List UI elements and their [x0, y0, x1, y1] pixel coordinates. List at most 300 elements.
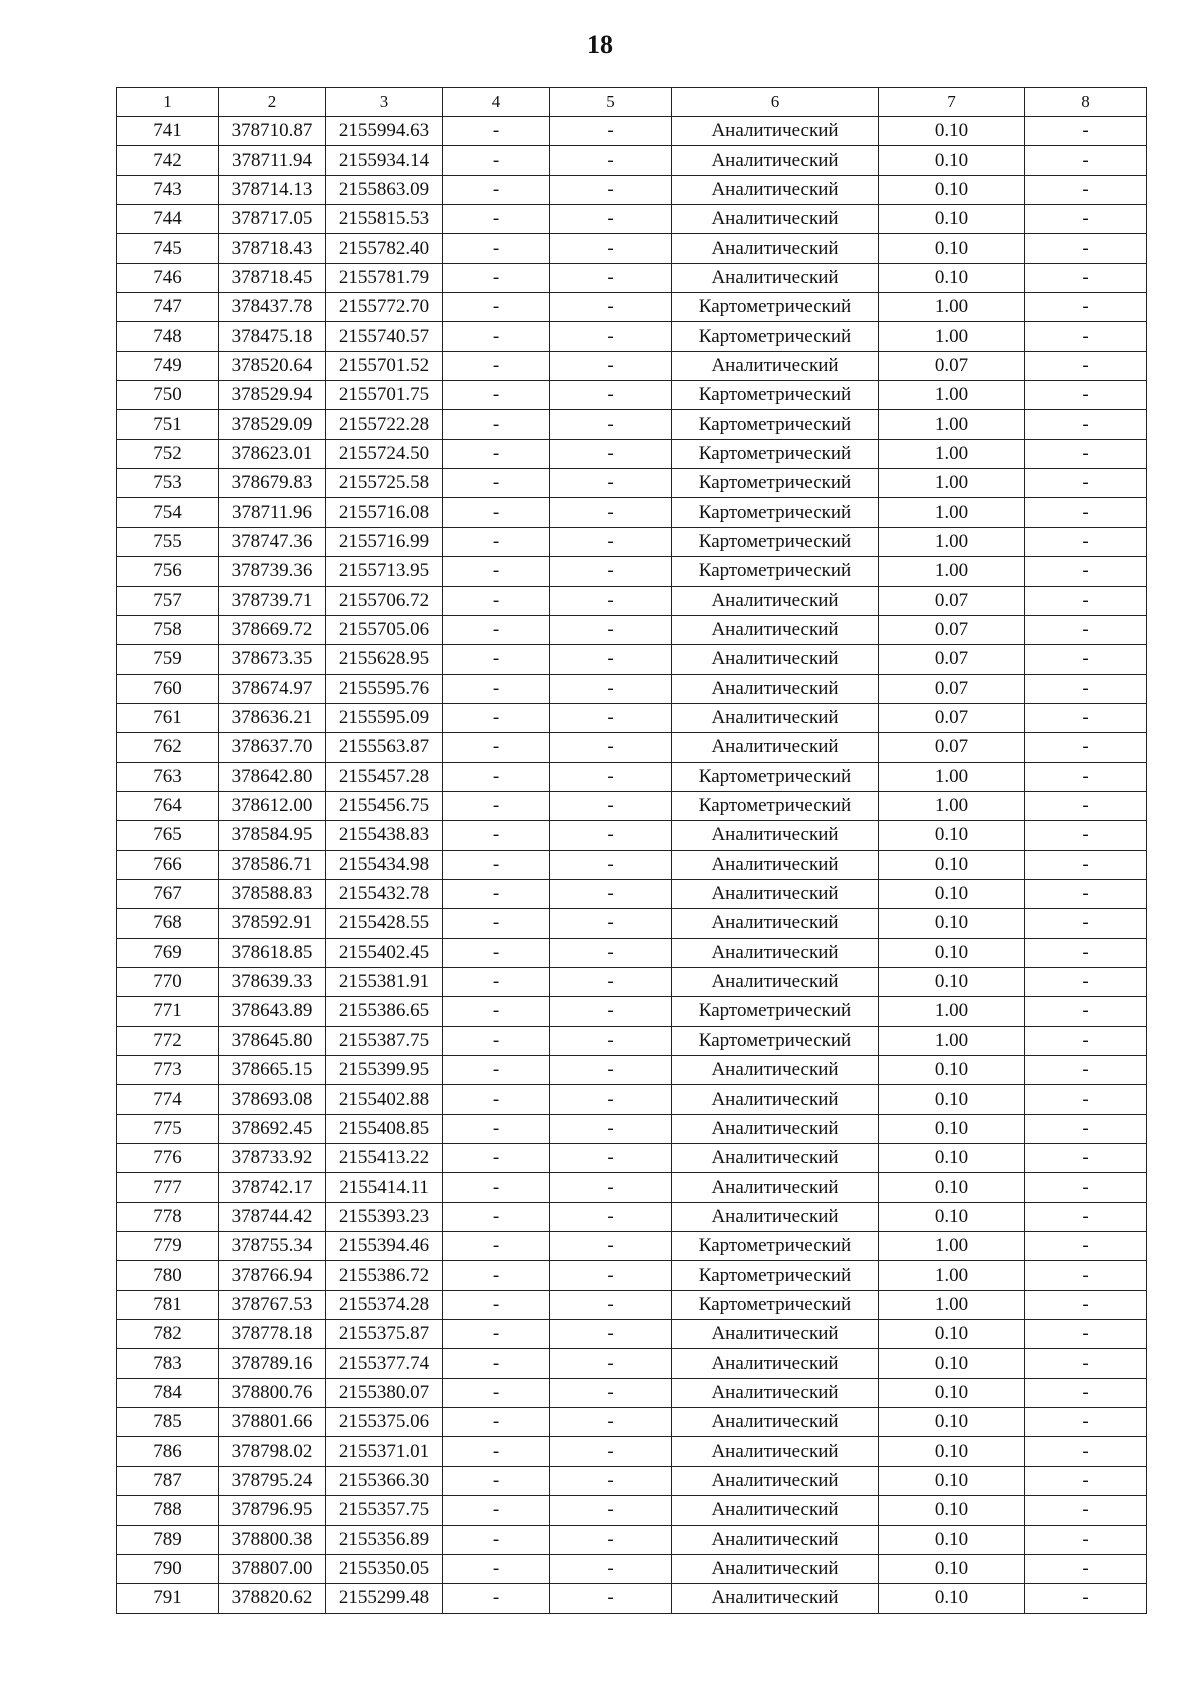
table-cell: -: [443, 1261, 550, 1290]
table-row: [117, 821, 1147, 850]
table-cell: -: [550, 1378, 672, 1407]
table-cell: -: [1025, 1525, 1147, 1554]
table-cell: 0.10: [879, 1496, 1025, 1525]
table-cell: 0.10: [879, 1525, 1025, 1554]
table-cell: -: [550, 615, 672, 644]
table-cell: Картометрический: [672, 557, 879, 586]
table-cell: Аналитический: [672, 1584, 879, 1613]
table-cell: 378645.80: [219, 1026, 326, 1055]
table-cell: 2155706.72: [326, 586, 443, 615]
table-row: [117, 234, 1147, 263]
table-cell: -: [1025, 498, 1147, 527]
table-cell: -: [443, 381, 550, 410]
table-cell: 761: [117, 703, 219, 732]
table-cell: 745: [117, 234, 219, 263]
table-cell: 780: [117, 1261, 219, 1290]
table-row: [117, 293, 1147, 322]
table-cell: 2155595.09: [326, 703, 443, 732]
table-cell: 2155414.11: [326, 1173, 443, 1202]
table-cell: 2155399.95: [326, 1056, 443, 1085]
table-cell: 0.10: [879, 938, 1025, 967]
table-cell: 2155350.05: [326, 1554, 443, 1583]
table-cell: 0.10: [879, 1320, 1025, 1349]
table-cell: -: [1025, 1261, 1147, 1290]
table-cell: -: [550, 1144, 672, 1173]
table-cell: -: [550, 293, 672, 322]
table-cell: -: [443, 791, 550, 820]
table-cell: -: [550, 205, 672, 234]
table-cell: -: [443, 615, 550, 644]
table-cell: 787: [117, 1466, 219, 1495]
table-cell: 2155563.87: [326, 733, 443, 762]
table-cell: 0.10: [879, 117, 1025, 146]
table-cell: -: [550, 1114, 672, 1143]
table-body: [117, 117, 1147, 1614]
table-cell: 2155393.23: [326, 1202, 443, 1231]
table-cell: -: [550, 967, 672, 996]
table-cell: 754: [117, 498, 219, 527]
table-cell: 378636.21: [219, 703, 326, 732]
table-cell: 0.10: [879, 1349, 1025, 1378]
table-row: [117, 1026, 1147, 1055]
table-cell: -: [550, 322, 672, 351]
table-cell: 378637.70: [219, 733, 326, 762]
table-cell: 378807.00: [219, 1554, 326, 1583]
table-cell: 378795.24: [219, 1466, 326, 1495]
table-row: [117, 1408, 1147, 1437]
table-cell: -: [1025, 615, 1147, 644]
table-cell: 378711.96: [219, 498, 326, 527]
table-row: [117, 205, 1147, 234]
table-cell: -: [1025, 1202, 1147, 1231]
table-cell: -: [1025, 527, 1147, 556]
table-cell: Аналитический: [672, 1378, 879, 1407]
table-cell: 2155782.40: [326, 234, 443, 263]
table-cell: 378733.92: [219, 1144, 326, 1173]
table-cell: 378714.13: [219, 175, 326, 204]
table-cell: -: [550, 1026, 672, 1055]
table-cell: -: [1025, 1320, 1147, 1349]
table-cell: 1.00: [879, 527, 1025, 556]
table-cell: 0.10: [879, 1584, 1025, 1613]
table-cell: 763: [117, 762, 219, 791]
table-cell: 1.00: [879, 1290, 1025, 1319]
table-cell: 0.10: [879, 1202, 1025, 1231]
table-cell: 2155815.53: [326, 205, 443, 234]
table-cell: -: [443, 879, 550, 908]
table-cell: -: [443, 1232, 550, 1261]
table-cell: -: [550, 1496, 672, 1525]
table-cell: 378766.94: [219, 1261, 326, 1290]
table-cell: 770: [117, 967, 219, 996]
table-cell: -: [550, 850, 672, 879]
table-cell: -: [550, 1466, 672, 1495]
table-cell: 1.00: [879, 322, 1025, 351]
table-cell: 378798.02: [219, 1437, 326, 1466]
table-cell: 0.10: [879, 263, 1025, 292]
table-cell: 378742.17: [219, 1173, 326, 1202]
table-cell: 378586.71: [219, 850, 326, 879]
table-cell: 788: [117, 1496, 219, 1525]
table-cell: -: [443, 351, 550, 380]
table-cell: 2155457.28: [326, 762, 443, 791]
table-cell: -: [1025, 469, 1147, 498]
table-cell: -: [443, 1202, 550, 1231]
table-cell: -: [550, 1085, 672, 1114]
table-row: [117, 1085, 1147, 1114]
table-cell: 2155456.75: [326, 791, 443, 820]
table-cell: -: [550, 821, 672, 850]
table-cell: 769: [117, 938, 219, 967]
table-cell: -: [1025, 703, 1147, 732]
table-cell: Аналитический: [672, 615, 879, 644]
table-cell: -: [1025, 1114, 1147, 1143]
table-cell: 378642.80: [219, 762, 326, 791]
table-row: [117, 1232, 1147, 1261]
table-cell: Аналитический: [672, 205, 879, 234]
table-cell: 767: [117, 879, 219, 908]
table-cell: Картометрический: [672, 527, 879, 556]
table-cell: 789: [117, 1525, 219, 1554]
table-cell: Аналитический: [672, 879, 879, 908]
table-cell: Аналитический: [672, 909, 879, 938]
table-cell: 378588.83: [219, 879, 326, 908]
table-cell: -: [1025, 1349, 1147, 1378]
table-cell: Аналитический: [672, 1554, 879, 1583]
table-cell: -: [1025, 733, 1147, 762]
table-cell: 0.10: [879, 967, 1025, 996]
table-cell: 2155375.06: [326, 1408, 443, 1437]
table-row: [117, 263, 1147, 292]
table-cell: 378755.34: [219, 1232, 326, 1261]
table-cell: 2155716.99: [326, 527, 443, 556]
table-cell: 2155994.63: [326, 117, 443, 146]
table-cell: 378679.83: [219, 469, 326, 498]
table-cell: -: [443, 1466, 550, 1495]
table-cell: 2155595.76: [326, 674, 443, 703]
table-cell: 1.00: [879, 381, 1025, 410]
table-cell: -: [443, 1525, 550, 1554]
table-cell: Аналитический: [672, 1085, 879, 1114]
table-cell: -: [550, 1525, 672, 1554]
table-cell: -: [443, 1114, 550, 1143]
table-cell: -: [1025, 117, 1147, 146]
table-cell: 378711.94: [219, 146, 326, 175]
table-cell: -: [550, 381, 672, 410]
table-cell: 741: [117, 117, 219, 146]
table-cell: -: [550, 1173, 672, 1202]
table-cell: 2155428.55: [326, 909, 443, 938]
table-cell: -: [443, 1349, 550, 1378]
table-cell: -: [443, 703, 550, 732]
table-cell: -: [550, 498, 672, 527]
page-number: 18: [587, 30, 613, 59]
table-row: [117, 938, 1147, 967]
table-cell: 0.10: [879, 879, 1025, 908]
table-cell: 0.07: [879, 703, 1025, 732]
table-cell: 2155725.58: [326, 469, 443, 498]
table-cell: -: [443, 293, 550, 322]
table-cell: 784: [117, 1378, 219, 1407]
table-row: [117, 410, 1147, 439]
table-cell: -: [550, 586, 672, 615]
table-cell: Картометрический: [672, 791, 879, 820]
table-cell: 778: [117, 1202, 219, 1231]
table-row: [117, 733, 1147, 762]
table-cell: 2155863.09: [326, 175, 443, 204]
table-cell: 0.10: [879, 909, 1025, 938]
table-row: [117, 1378, 1147, 1407]
table-cell: 774: [117, 1085, 219, 1114]
table-cell: Аналитический: [672, 146, 879, 175]
table-cell: -: [443, 205, 550, 234]
table-cell: -: [443, 557, 550, 586]
table-cell: 2155701.75: [326, 381, 443, 410]
table-cell: 2155380.07: [326, 1378, 443, 1407]
table-cell: Картометрический: [672, 498, 879, 527]
table-cell: -: [550, 1437, 672, 1466]
table-row: [117, 1173, 1147, 1202]
table-cell: 0.10: [879, 1408, 1025, 1437]
table-cell: 752: [117, 439, 219, 468]
table-cell: 2155432.78: [326, 879, 443, 908]
table-cell: 749: [117, 351, 219, 380]
table-cell: 1.00: [879, 791, 1025, 820]
table-cell: 2155375.87: [326, 1320, 443, 1349]
table-cell: 0.10: [879, 1114, 1025, 1143]
table-cell: 2155705.06: [326, 615, 443, 644]
table-cell: 2155377.74: [326, 1349, 443, 1378]
table-cell: Аналитический: [672, 821, 879, 850]
table-cell: 2155386.65: [326, 997, 443, 1026]
table-cell: -: [1025, 586, 1147, 615]
table-cell: -: [443, 850, 550, 879]
table-cell: 2155628.95: [326, 645, 443, 674]
table-cell: Картометрический: [672, 439, 879, 468]
table-cell: Аналитический: [672, 645, 879, 674]
table-cell: -: [550, 1290, 672, 1319]
table-cell: Картометрический: [672, 1261, 879, 1290]
table-cell: -: [550, 909, 672, 938]
table-row: [117, 909, 1147, 938]
table-row: [117, 674, 1147, 703]
table-header-row: [117, 88, 1147, 117]
table-cell: -: [443, 1085, 550, 1114]
table-cell: -: [550, 557, 672, 586]
table-cell: 378718.43: [219, 234, 326, 263]
table-cell: -: [1025, 1378, 1147, 1407]
column-header: 1: [117, 88, 219, 117]
table-row: [117, 791, 1147, 820]
table-cell: Аналитический: [672, 1408, 879, 1437]
table-cell: -: [1025, 997, 1147, 1026]
table-cell: -: [1025, 1173, 1147, 1202]
table-cell: Картометрический: [672, 762, 879, 791]
table-row: [117, 527, 1147, 556]
table-cell: -: [1025, 205, 1147, 234]
table-row: [117, 645, 1147, 674]
table-cell: 2155366.30: [326, 1466, 443, 1495]
table-cell: -: [443, 938, 550, 967]
table-cell: -: [1025, 1232, 1147, 1261]
table-cell: -: [443, 527, 550, 556]
table-cell: 2155434.98: [326, 850, 443, 879]
table-cell: -: [1025, 175, 1147, 204]
table-cell: -: [443, 1584, 550, 1613]
table-cell: -: [550, 938, 672, 967]
table-cell: 378801.66: [219, 1408, 326, 1437]
table-cell: -: [443, 762, 550, 791]
table-cell: 764: [117, 791, 219, 820]
table-cell: -: [1025, 322, 1147, 351]
table-cell: 378643.89: [219, 997, 326, 1026]
table-row: [117, 1496, 1147, 1525]
table-cell: Аналитический: [672, 351, 879, 380]
table-cell: Картометрический: [672, 997, 879, 1026]
table-cell: 0.10: [879, 1466, 1025, 1495]
table-cell: -: [550, 1202, 672, 1231]
table-cell: -: [1025, 879, 1147, 908]
table-cell: Картометрический: [672, 293, 879, 322]
column-header: 7: [879, 88, 1025, 117]
table-cell: 768: [117, 909, 219, 938]
table-cell: 1.00: [879, 1232, 1025, 1261]
table-cell: 0.10: [879, 821, 1025, 850]
table-row: [117, 146, 1147, 175]
table-cell: 378475.18: [219, 322, 326, 351]
table-cell: 766: [117, 850, 219, 879]
table-cell: 378692.45: [219, 1114, 326, 1143]
table-cell: 1.00: [879, 1026, 1025, 1055]
table-cell: 758: [117, 615, 219, 644]
table-cell: -: [443, 1026, 550, 1055]
table-cell: Картометрический: [672, 1232, 879, 1261]
table-cell: 777: [117, 1173, 219, 1202]
table-cell: -: [443, 1437, 550, 1466]
table-cell: 781: [117, 1290, 219, 1319]
table-cell: -: [443, 821, 550, 850]
table-cell: 378820.62: [219, 1584, 326, 1613]
table-row: [117, 615, 1147, 644]
table-cell: -: [550, 263, 672, 292]
table-row: [117, 1584, 1147, 1613]
table-cell: 2155724.50: [326, 439, 443, 468]
table-cell: -: [1025, 1290, 1147, 1319]
table-cell: 378778.18: [219, 1320, 326, 1349]
table-cell: 1.00: [879, 293, 1025, 322]
table-cell: -: [1025, 1026, 1147, 1055]
table-cell: 1.00: [879, 557, 1025, 586]
table-cell: -: [443, 1056, 550, 1085]
table-cell: Картометрический: [672, 322, 879, 351]
table-cell: -: [1025, 146, 1147, 175]
table-cell: 791: [117, 1584, 219, 1613]
table-cell: 378673.35: [219, 645, 326, 674]
table-row: [117, 117, 1147, 146]
table-row: [117, 1320, 1147, 1349]
table-cell: -: [550, 703, 672, 732]
table-cell: -: [1025, 557, 1147, 586]
table-cell: 0.10: [879, 1554, 1025, 1583]
table-cell: 779: [117, 1232, 219, 1261]
table-cell: 753: [117, 469, 219, 498]
table-cell: 2155934.14: [326, 146, 443, 175]
table-cell: Картометрический: [672, 410, 879, 439]
table-cell: -: [1025, 410, 1147, 439]
table-cell: 0.10: [879, 146, 1025, 175]
table-cell: -: [443, 175, 550, 204]
table-cell: Картометрический: [672, 1290, 879, 1319]
table-cell: -: [1025, 938, 1147, 967]
table-cell: Аналитический: [672, 850, 879, 879]
table-cell: 2155357.75: [326, 1496, 443, 1525]
table-cell: 378618.85: [219, 938, 326, 967]
table-cell: -: [443, 733, 550, 762]
table-cell: 2155386.72: [326, 1261, 443, 1290]
table-cell: 765: [117, 821, 219, 850]
table-cell: 0.10: [879, 850, 1025, 879]
table-cell: -: [550, 997, 672, 1026]
table-cell: -: [1025, 821, 1147, 850]
table-cell: 378718.45: [219, 263, 326, 292]
table-cell: 760: [117, 674, 219, 703]
table-cell: 378437.78: [219, 293, 326, 322]
table-cell: -: [1025, 1466, 1147, 1495]
table-cell: 2155713.95: [326, 557, 443, 586]
table-cell: -: [1025, 850, 1147, 879]
table-cell: -: [443, 263, 550, 292]
table-cell: 0.10: [879, 175, 1025, 204]
table-row: [117, 1056, 1147, 1085]
table-cell: -: [1025, 762, 1147, 791]
table-cell: 2155740.57: [326, 322, 443, 351]
table-cell: -: [550, 645, 672, 674]
table-cell: 378639.33: [219, 967, 326, 996]
table-cell: 0.07: [879, 674, 1025, 703]
table-cell: -: [1025, 1554, 1147, 1583]
table-cell: 2155408.85: [326, 1114, 443, 1143]
table-cell: 756: [117, 557, 219, 586]
table-cell: 2155299.48: [326, 1584, 443, 1613]
table-cell: -: [550, 674, 672, 703]
table-cell: 790: [117, 1554, 219, 1583]
table-cell: -: [550, 1232, 672, 1261]
table-cell: 378529.94: [219, 381, 326, 410]
table-cell: 783: [117, 1349, 219, 1378]
table-cell: Аналитический: [672, 1437, 879, 1466]
table-cell: -: [550, 439, 672, 468]
table-cell: -: [1025, 1144, 1147, 1173]
table-cell: -: [550, 351, 672, 380]
table-cell: -: [1025, 351, 1147, 380]
table-cell: -: [550, 527, 672, 556]
table-cell: 1.00: [879, 997, 1025, 1026]
table-row: [117, 1261, 1147, 1290]
table-cell: -: [550, 1320, 672, 1349]
table-cell: 378674.97: [219, 674, 326, 703]
column-header: 4: [443, 88, 550, 117]
table-cell: 378669.72: [219, 615, 326, 644]
table-cell: -: [443, 117, 550, 146]
table-cell: 2155371.01: [326, 1437, 443, 1466]
table-cell: -: [1025, 263, 1147, 292]
table-cell: -: [443, 967, 550, 996]
table-cell: 2155387.75: [326, 1026, 443, 1055]
table-cell: -: [1025, 439, 1147, 468]
table-cell: -: [443, 586, 550, 615]
table-row: [117, 762, 1147, 791]
table-cell: 2155394.46: [326, 1232, 443, 1261]
